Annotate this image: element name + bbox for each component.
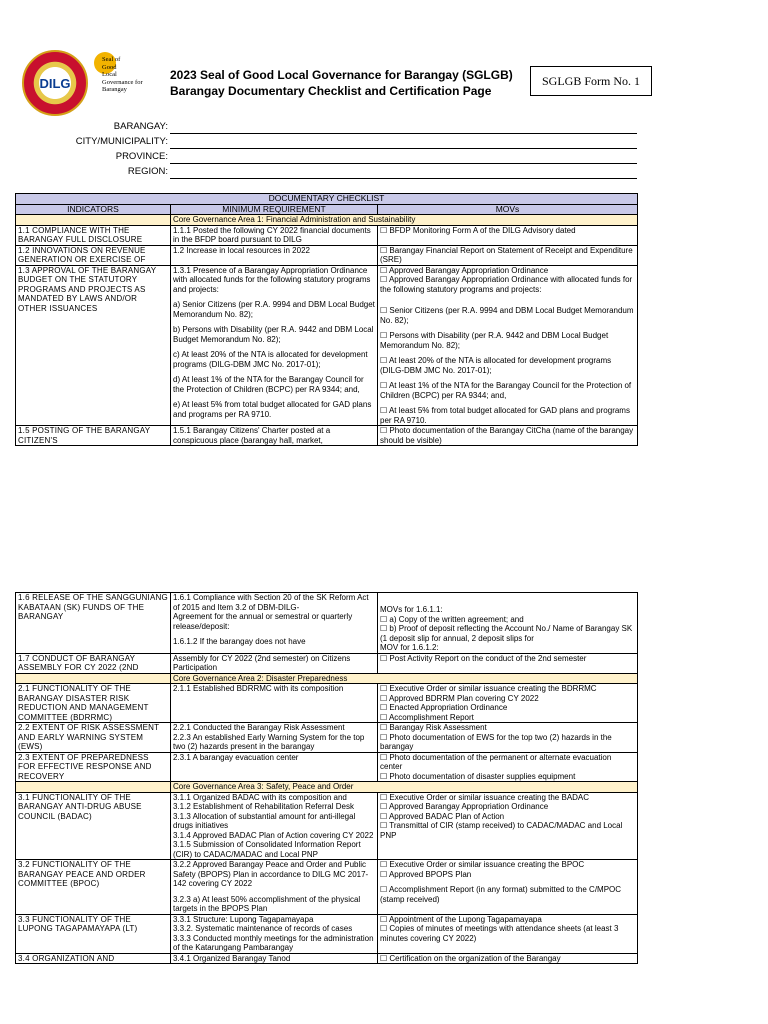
checkbox-icon[interactable]: ☐ (380, 426, 388, 435)
table-row (16, 723, 638, 753)
page-subtitle: Barangay Documentary Checklist and Certification Page (170, 84, 492, 98)
mov-text: Photo documentation of the Barangay CitCha (name of the barangay should be visible) (380, 426, 634, 445)
mov-text: Approved BADAC Plan of Action (388, 811, 505, 821)
table-row (16, 684, 638, 723)
requirement-item: a) Senior Citizens (per R.A. 9994 and DBM Local Budget Memorandum No. 82); (173, 300, 375, 319)
seal-line: Good (102, 63, 117, 71)
requirement-cell (171, 860, 378, 915)
mov-text: Executive Order or similar issuance creating the BPOC (389, 860, 585, 869)
mov-text: MOV for 1.6.1.2: (380, 643, 439, 652)
seal-line: Local (102, 71, 117, 78)
area-3-label: Core Governance Area 3: Safety, Peace and Order (171, 782, 638, 793)
region-label: REGION: (127, 166, 168, 177)
mov-text: At least 5% from total budget allocated for GAD plans and programs per RA 9710. (380, 406, 630, 425)
requirement-cell (171, 723, 378, 753)
dilg-logo (22, 50, 88, 116)
requirement-cell: 2.3.1 A barangay evacuation center (171, 752, 378, 782)
table-row (16, 914, 638, 953)
mov-cell (378, 225, 638, 245)
requirement-cell (171, 593, 378, 654)
requirement-item: b) Persons with Disability (per R.A. 9442 and DBM Local Budget Memorandum No. 82); (173, 325, 374, 344)
table-row (16, 752, 638, 782)
indicator-cell: 3.4 ORGANIZATION AND (16, 953, 171, 964)
checkbox-icon[interactable]: ☐ (380, 684, 388, 693)
checkbox-icon[interactable]: ☐ (380, 802, 388, 811)
mov-text: Approved BPOPS Plan (388, 869, 472, 879)
requirement-item: e) At least 5% from total budget allocated for GAD plans and programs per RA 9710. (173, 400, 372, 419)
requirement-text: 3.3.1 Structure: Lupong Tagapamayapa (173, 914, 314, 924)
checkbox-icon[interactable]: ☐ (380, 914, 388, 924)
checkbox-icon[interactable]: ☐ (380, 356, 388, 365)
city-field[interactable] (170, 148, 637, 149)
mov-text: Approved Barangay Appropriation Ordinance (388, 802, 549, 811)
requirement-cell (171, 265, 378, 426)
seal-line: Seal of (102, 56, 121, 63)
mov-text: BFDP Monitoring Form A of the DILG Advisory dated (389, 225, 576, 235)
mov-cell (378, 752, 638, 782)
sglgb-seal-logo (94, 52, 158, 116)
checkbox-icon[interactable]: ☐ (380, 869, 388, 879)
mov-cell (378, 684, 638, 723)
requirement-text: 3.1.3 Allocation of substantial amount for anti-illegal drugs initiatives (173, 811, 356, 830)
mov-cell (378, 593, 638, 654)
mov-cell (378, 426, 638, 446)
requirement-text: Agreement for the annual or semestral or quarterly release/deposit: (173, 612, 353, 631)
indicator-cell: 1.6 RELEASE OF THE SANGGUNIANG KABATAAN (SK) FUNDS OF THE BARANGAY (16, 593, 171, 654)
region-field[interactable] (170, 178, 637, 179)
mov-text: Photo documentation of disaster supplies equipment (389, 771, 576, 781)
checkbox-icon[interactable]: ☐ (380, 614, 388, 624)
checkbox-icon[interactable]: ☐ (380, 624, 388, 633)
table-header-row (16, 204, 638, 215)
indicator-cell: 1.7 CONDUCT OF BARANGAY ASSEMBLY FOR CY 2022 (2ND (16, 653, 171, 673)
mov-cell (378, 953, 638, 964)
page-title: 2023 Seal of Good Local Governance for Barangay (SGLGB) (170, 68, 513, 82)
checkbox-icon[interactable]: ☐ (380, 406, 388, 415)
checkbox-icon[interactable]: ☐ (380, 924, 388, 933)
requirement-text: 1.6.1 Compliance with Section 20 of the SK Reform Act of 2015 and Item 3.2 of DBM-DILG- (173, 593, 369, 612)
requirement-text: 3.2.3 a) At least 50% accomplishment of the physical targets in the BPOPS Plan (173, 894, 361, 913)
mov-text: Photo documentation of EWS for the top two (2) hazards in the barangay (380, 732, 612, 751)
mov-text: Accomplishment Report (388, 712, 474, 722)
indicator-cell: 3.2 FUNCTIONALITY OF THE BARANGAY PEACE AND ORDER COMMITTEE (BPOC) (16, 860, 171, 915)
seal-words (102, 56, 143, 94)
requirement-text: 3.1.2 Establishment of Rehabilitation Referral Desk (173, 802, 354, 811)
mov-text: Accomplishment Report (in any format) submitted to the C/MPOC (stamp received) (380, 885, 622, 904)
requirement-text: 3.2.2 Approved Barangay Peace and Order and Public Safety (BPOPS) Plan in accordance to DILG MC 2017-142 covering CY 2022 (173, 860, 369, 888)
requirement-text: 2.2.1 Conducted the Barangay Risk Assessment (173, 723, 345, 732)
table-row (16, 265, 638, 426)
checkbox-icon[interactable]: ☐ (380, 953, 388, 963)
indicator-cell: 3.3 FUNCTIONALITY OF THE LUPONG TAGAPAMAYAPA (LT) (16, 914, 171, 953)
table-row (16, 225, 638, 245)
dilg-logo-text: DILG (39, 76, 71, 91)
requirement-cell (171, 792, 378, 860)
mov-cell (378, 792, 638, 860)
mov-cell (378, 914, 638, 953)
seal-line: Barangay (102, 86, 127, 93)
mov-text: MOVs for 1.6.1.1: (380, 605, 443, 614)
requirement-cell: 3.4.1 Organized Barangay Tanod (171, 953, 378, 964)
indicator-cell: 2.3 EXTENT OF PREPAREDNESS FOR EFFECTIVE RESPONSE AND RECOVERY (16, 752, 171, 782)
checkbox-icon[interactable]: ☐ (380, 381, 388, 390)
table-row (16, 860, 638, 915)
mov-text: Barangay Financial Report on Statement of Receipt and Expenditure (SRE) (380, 245, 633, 264)
indicator-cell: 1.5 POSTING OF THE BARANGAY CITIZEN'S (16, 426, 171, 446)
checkbox-icon[interactable]: ☐ (380, 653, 388, 663)
mov-text: Approved Barangay Appropriation Ordinance (388, 265, 549, 275)
checkbox-icon[interactable]: ☐ (380, 275, 388, 284)
mov-text: Photo documentation of the permanent or alternate evacuation center (380, 752, 612, 771)
checkbox-icon[interactable]: ☐ (380, 732, 388, 742)
checkbox-icon[interactable]: ☐ (380, 821, 388, 830)
col-minimum-requirement: MINIMUM REQUIREMENT (171, 204, 378, 215)
table-row (16, 426, 638, 446)
checkbox-icon[interactable]: ☐ (380, 225, 388, 235)
requirement-text: 3.1.1 Organized BADAC with its composition and (173, 792, 347, 802)
checkbox-icon[interactable]: ☐ (380, 860, 388, 869)
requirement-text: 3.1.4 Approved BADAC Plan of Action covering CY 2022 (173, 830, 374, 840)
checkbox-icon[interactable]: ☐ (380, 723, 388, 732)
mov-text: b) Proof of deposit reflecting the Account No./ Name of Barangay SK (1 deposit slip for annual, 2 deposit slips for (380, 624, 633, 643)
checkbox-icon[interactable]: ☐ (380, 792, 388, 802)
mov-text: Barangay Risk Assessment (389, 723, 487, 732)
table-row (16, 653, 638, 673)
requirement-cell: 1.2 Increase in local resources in 2022 (171, 245, 378, 265)
mov-text: Appointment of the Lupong Tagapamayapa (388, 914, 542, 924)
checkbox-icon[interactable]: ☐ (380, 752, 388, 762)
province-label: PROVINCE: (115, 151, 168, 162)
indicator-cell: 1.3 APPROVAL OF THE BARANGAY BUDGET ON THE STATUTORY PROGRAMS AND PROJECTS AS MANDATED BY LAWS AND/OR OTHER ISSUANCES (16, 265, 171, 426)
mov-cell (378, 265, 638, 426)
table-row (16, 245, 638, 265)
checklist-continuation-table (15, 592, 638, 964)
area-2-label: Core Governance Area 2: Disaster Preparedness (171, 673, 638, 684)
requirement-text: 3.3.2. Systematic maintenance of records of cases (173, 924, 353, 933)
requirement-text: 3.3.3 Conducted monthly meetings for the administration of the Katarungang Pambarangay (173, 933, 374, 952)
requirement-item: d) At least 1% of the NTA for the Barangay Council for the Protection of Children (BCPC) per RA 9344; and, (173, 375, 364, 394)
mov-text: At least 1% of the NTA for the Barangay Council for the Protection of Children (BCPC) per RA 9344; and, (380, 381, 632, 400)
mov-text: Enacted Appropriation Ordinance (389, 703, 508, 712)
requirement-item: c) At least 20% of the NTA is allocated for development programs (DILG-DBM JMC No. 2017-01); (173, 350, 368, 369)
col-indicators: INDICATORS (16, 204, 171, 215)
requirement-text: 2.2.3 An established Early Warning System for the top two (2) hazards present in the barangay (173, 732, 365, 751)
mov-text: Persons with Disability (per R.A. 9442 and DBM Local Budget Memorandum No. 82); (380, 331, 609, 350)
requirement-text: 1.6.1.2 If the barangay does not have (173, 637, 306, 646)
mov-text: Approved Barangay Appropriation Ordinance with allocated funds for the following statutory programs and projects: (380, 275, 633, 294)
city-label: CITY/MUNICIPALITY: (75, 136, 168, 147)
mov-text: Executive Order or similar issuance creating the BADAC (389, 792, 590, 802)
checkbox-icon[interactable]: ☐ (380, 811, 388, 821)
documentary-checklist-table (15, 193, 638, 446)
checkbox-icon[interactable]: ☐ (380, 712, 388, 722)
mov-text: Senior Citizens (per R.A. 9994 and DBM Local Budget Memorandum No. 82); (380, 306, 634, 325)
area-1-label: Core Governance Area 1: Financial Administration and Sustainability (171, 215, 638, 226)
checkbox-icon[interactable]: ☐ (380, 771, 388, 781)
governance-area-row (16, 782, 638, 793)
requirement-text: 1.3.1 Presence of a Barangay Appropriation Ordinance with allocated funds for the following statutory programs and projects: (173, 265, 371, 294)
mov-text: Certification on the organization of the Barangay (389, 953, 561, 963)
indicator-cell: 1.2 INNOVATIONS ON REVENUE GENERATION OR EXERCISE OF (16, 245, 171, 265)
checkbox-icon[interactable]: ☐ (380, 245, 388, 255)
mov-text: a) Copy of the written agreement; and (389, 614, 524, 624)
indicator-cell: 2.1 FUNCTIONALITY OF THE BARANGAY DISASTER RISK REDUCTION AND MANAGEMENT COMMITTEE (BDRRMC) (16, 684, 171, 723)
requirement-text: 3.1.5 Submission of Consolidated Information Report (CIR) to CADAC/MADAC and Local PNP (173, 840, 361, 859)
checkbox-icon[interactable]: ☐ (380, 885, 388, 894)
requirement-cell: 1.5.1 Barangay Citizens' Charter posted at a conspicuous place (barangay hall, market, (171, 426, 378, 446)
mov-text: Transmittal of CIR (stamp received) to CADAC/MADAC and Local PNP (380, 821, 623, 840)
governance-area-row (16, 673, 638, 684)
province-field[interactable] (170, 163, 637, 164)
mov-text: Approved BDRRM Plan covering CY 2022 (388, 693, 539, 703)
mov-cell (378, 723, 638, 753)
table-row (16, 593, 638, 654)
table-row (16, 792, 638, 860)
requirement-cell: 1.1.1 Posted the following CY 2022 financial documents in the BFDP board pursuant to DILG (171, 225, 378, 245)
checkbox-icon[interactable]: ☐ (380, 306, 388, 315)
indicator-cell: 1.1 COMPLIANCE WITH THE BARANGAY FULL DISCLOSURE (16, 225, 171, 245)
mov-cell (378, 245, 638, 265)
indicator-cell: 2.2 EXTENT OF RISK ASSESSMENT AND EARLY WARNING SYSTEM (EWS) (16, 723, 171, 753)
requirement-cell: 2.1.1 Established BDRRMC with its composition (171, 684, 378, 723)
checkbox-icon[interactable]: ☐ (380, 703, 388, 712)
barangay-field[interactable] (170, 133, 637, 134)
barangay-label: BARANGAY: (113, 121, 168, 132)
governance-area-row (16, 215, 638, 226)
mov-cell (378, 860, 638, 915)
indicator-cell: 3.1 FUNCTIONALITY OF THE BARANGAY ANTI-DRUG ABUSE COUNCIL (BADAC) (16, 792, 171, 860)
table-title-row (16, 194, 638, 205)
checklist-title: DOCUMENTARY CHECKLIST (16, 194, 638, 205)
table-row (16, 953, 638, 964)
seal-line: Governance for (102, 78, 143, 86)
col-movs: MOVs (378, 204, 638, 215)
checkbox-icon[interactable]: ☐ (380, 265, 388, 275)
mov-cell (378, 653, 638, 673)
mov-text: Post Activity Report on the conduct of the 2nd semester (389, 653, 587, 663)
requirement-cell: Assembly for CY 2022 (2nd semester) on Citizens Participation (171, 653, 378, 673)
checkbox-icon[interactable]: ☐ (380, 331, 388, 340)
mov-text: At least 20% of the NTA is allocated for development programs (DILG-DBM JMC No. 2017-01); (380, 356, 612, 375)
mov-text: Executive Order or similar issuance creating the BDRRMC (389, 684, 597, 693)
requirement-cell (171, 914, 378, 953)
mov-text: Copies of minutes of meetings with attendance sheets (at least 3 minutes covering CY 2022) (380, 924, 619, 943)
form-number-box: SGLGB Form No. 1 (530, 66, 652, 96)
checkbox-icon[interactable]: ☐ (380, 693, 388, 703)
